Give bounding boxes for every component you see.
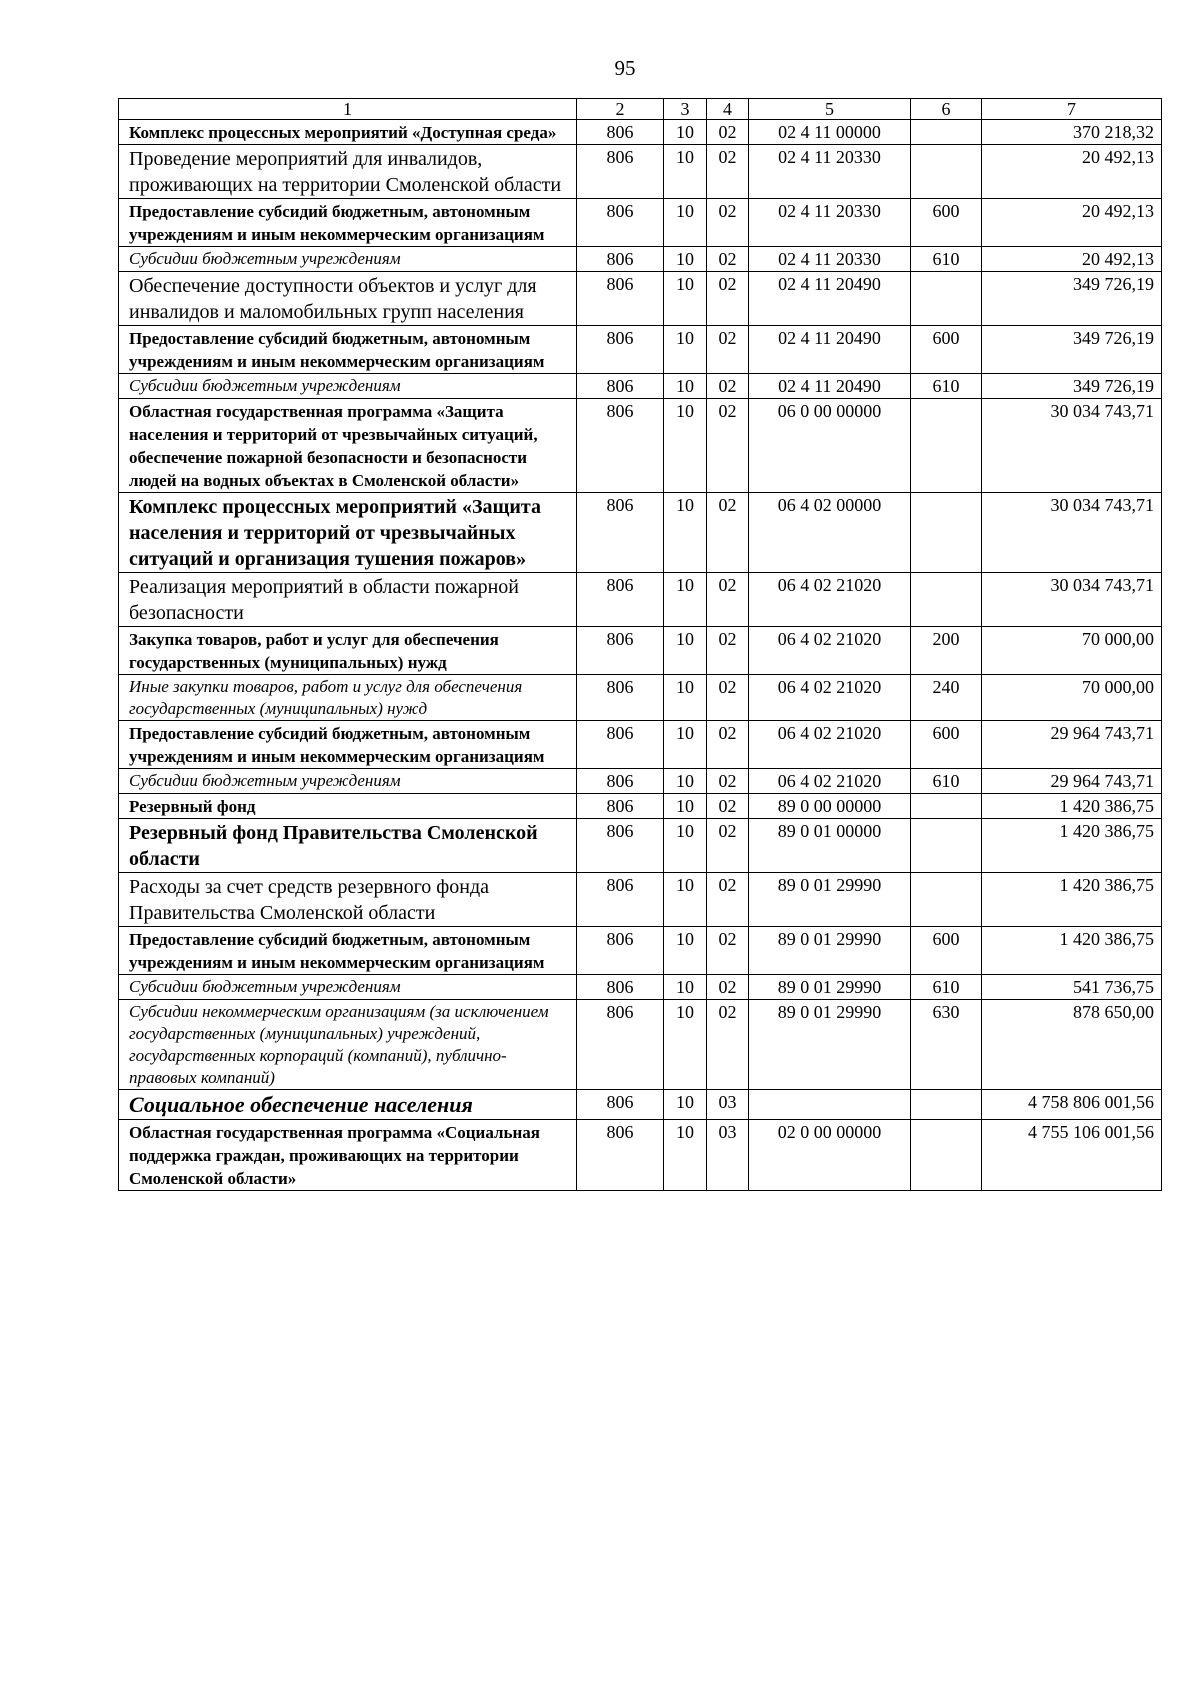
target-article-code: 02 4 11 20330: [749, 199, 911, 247]
target-article-code: 06 4 02 21020: [749, 721, 911, 769]
target-article-code: 89 0 01 00000: [749, 819, 911, 873]
ministry-code: 806: [577, 927, 664, 975]
amount: 70 000,00: [982, 627, 1162, 675]
expense-type-code: [911, 573, 982, 627]
section-code: 10: [664, 145, 707, 199]
expense-type-code: 600: [911, 927, 982, 975]
amount: 20 492,13: [982, 247, 1162, 272]
header-cell: 2: [577, 99, 664, 120]
ministry-code: 806: [577, 1090, 664, 1120]
section-code: 10: [664, 675, 707, 721]
amount: 70 000,00: [982, 675, 1162, 721]
item-name: Реализация мероприятий в области пожарной безопасности: [119, 573, 577, 627]
section-code: 10: [664, 493, 707, 573]
subsection-code: 02: [707, 769, 749, 794]
expense-type-code: [911, 794, 982, 819]
table-row: [119, 927, 1162, 975]
section-code: 10: [664, 975, 707, 1000]
expense-type-code: 240: [911, 675, 982, 721]
section-code: 10: [664, 247, 707, 272]
amount: 29 964 743,71: [982, 721, 1162, 769]
ministry-code: 806: [577, 272, 664, 326]
ministry-code: 806: [577, 675, 664, 721]
table-body: [119, 99, 1162, 1191]
subsection-code: 02: [707, 399, 749, 493]
target-article-code: [749, 1090, 911, 1120]
section-code: 10: [664, 573, 707, 627]
table-row: [119, 1000, 1162, 1090]
subsection-code: 02: [707, 199, 749, 247]
subsection-code: 02: [707, 145, 749, 199]
ministry-code: 806: [577, 199, 664, 247]
amount: 30 034 743,71: [982, 399, 1162, 493]
target-article-code: 89 0 00 00000: [749, 794, 911, 819]
expense-type-code: [911, 873, 982, 927]
ministry-code: 806: [577, 975, 664, 1000]
amount: 541 736,75: [982, 975, 1162, 1000]
section-code: 10: [664, 326, 707, 374]
section-code: 10: [664, 1000, 707, 1090]
table-row: [119, 120, 1162, 145]
expense-type-code: [911, 272, 982, 326]
expense-type-code: [911, 399, 982, 493]
table-row: [119, 573, 1162, 627]
table-row: [119, 873, 1162, 927]
item-name: Проведение мероприятий для инвалидов, проживающих на территории Смоленской области: [119, 145, 577, 199]
item-name: Субсидии бюджетным учреждениям: [119, 374, 577, 399]
item-name: Обеспечение доступности объектов и услуг для инвалидов и маломобильных групп населения: [119, 272, 577, 326]
subsection-code: 02: [707, 374, 749, 399]
table-row: [119, 145, 1162, 199]
item-name: Областная государственная программа «Защита населения и территорий от чрезвычайных ситуаций, обеспечение пожарной безопасности и безопасности людей на водных объектах в Смоленской области»: [119, 399, 577, 493]
item-name: Субсидии бюджетным учреждениям: [119, 769, 577, 794]
header-cell: 5: [749, 99, 911, 120]
item-name: Комплекс процессных мероприятий «Доступная среда»: [119, 120, 577, 145]
target-article-code: 02 4 11 20490: [749, 326, 911, 374]
ministry-code: 806: [577, 1120, 664, 1191]
target-article-code: 06 4 02 00000: [749, 493, 911, 573]
subsection-code: 02: [707, 819, 749, 873]
ministry-code: 806: [577, 819, 664, 873]
target-article-code: 06 4 02 21020: [749, 769, 911, 794]
ministry-code: 806: [577, 399, 664, 493]
item-name: Субсидии бюджетным учреждениям: [119, 975, 577, 1000]
subsection-code: 02: [707, 794, 749, 819]
ministry-code: 806: [577, 145, 664, 199]
item-name: Предоставление субсидий бюджетным, автономным учреждениям и иным некоммерческим организациям: [119, 927, 577, 975]
expense-type-code: 600: [911, 199, 982, 247]
page-number: 95: [614, 56, 636, 80]
subsection-code: 02: [707, 1000, 749, 1090]
table-row: [119, 493, 1162, 573]
amount: 20 492,13: [982, 145, 1162, 199]
subsection-code: 02: [707, 873, 749, 927]
header-row: [119, 99, 1162, 120]
item-name: Субсидии некоммерческим организациям (за исключением государственных (муниципальных) учреждений, государственных корпораций (компаний), публично-правовых компаний): [119, 1000, 577, 1090]
subsection-code: 02: [707, 272, 749, 326]
amount: 1 420 386,75: [982, 927, 1162, 975]
subsection-code: 02: [707, 721, 749, 769]
target-article-code: 02 4 11 20490: [749, 272, 911, 326]
subsection-code: 02: [707, 247, 749, 272]
table-row: [119, 769, 1162, 794]
section-code: 10: [664, 374, 707, 399]
table-row: [119, 247, 1162, 272]
section-code: 10: [664, 399, 707, 493]
expense-type-code: 600: [911, 721, 982, 769]
subsection-code: 02: [707, 675, 749, 721]
subsection-code: 03: [707, 1090, 749, 1120]
subsection-code: 02: [707, 573, 749, 627]
expense-type-code: 610: [911, 374, 982, 399]
table-row: [119, 627, 1162, 675]
item-name: Закупка товаров, работ и услуг для обеспечения государственных (муниципальных) нужд: [119, 627, 577, 675]
amount: 1 420 386,75: [982, 794, 1162, 819]
target-article-code: 02 4 11 20490: [749, 374, 911, 399]
item-name: Иные закупки товаров, работ и услуг для обеспечения государственных (муниципальных) нужд: [119, 675, 577, 721]
expense-type-code: 630: [911, 1000, 982, 1090]
section-code: 10: [664, 794, 707, 819]
target-article-code: 06 4 02 21020: [749, 573, 911, 627]
ministry-code: 806: [577, 769, 664, 794]
table-row: [119, 399, 1162, 493]
section-code: 10: [664, 1120, 707, 1191]
item-name: Резервный фонд: [119, 794, 577, 819]
ministry-code: 806: [577, 794, 664, 819]
expense-type-code: 200: [911, 627, 982, 675]
header-cell: 6: [911, 99, 982, 120]
target-article-code: 02 0 00 00000: [749, 1120, 911, 1191]
table-row: [119, 374, 1162, 399]
target-article-code: 89 0 01 29990: [749, 1000, 911, 1090]
item-name: Субсидии бюджетным учреждениям: [119, 247, 577, 272]
section-code: 10: [664, 1090, 707, 1120]
amount: 370 218,32: [982, 120, 1162, 145]
item-name: Комплекс процессных мероприятий «Защита населения и территорий от чрезвычайных ситуаций и организация тушения пожаров»: [119, 493, 577, 573]
table-row: [119, 1120, 1162, 1191]
item-name: Предоставление субсидий бюджетным, автономным учреждениям и иным некоммерческим организациям: [119, 199, 577, 247]
amount: 4 755 106 001,56: [982, 1120, 1162, 1191]
target-article-code: 02 4 11 20330: [749, 247, 911, 272]
section-code: 10: [664, 819, 707, 873]
header-cell: 3: [664, 99, 707, 120]
target-article-code: 02 4 11 00000: [749, 120, 911, 145]
expense-type-code: 600: [911, 326, 982, 374]
expense-type-code: 610: [911, 769, 982, 794]
ministry-code: 806: [577, 627, 664, 675]
header-cell: 4: [707, 99, 749, 120]
amount: 4 758 806 001,56: [982, 1090, 1162, 1120]
item-name: Резервный фонд Правительства Смоленской области: [119, 819, 577, 873]
amount: 1 420 386,75: [982, 819, 1162, 873]
subsection-code: 03: [707, 1120, 749, 1191]
target-article-code: 06 0 00 00000: [749, 399, 911, 493]
table-row: [119, 794, 1162, 819]
expense-type-code: [911, 145, 982, 199]
amount: 20 492,13: [982, 199, 1162, 247]
section-code: 10: [664, 199, 707, 247]
ministry-code: 806: [577, 873, 664, 927]
amount: 349 726,19: [982, 326, 1162, 374]
table-row: [119, 1090, 1162, 1120]
ministry-code: 806: [577, 326, 664, 374]
table-row: [119, 721, 1162, 769]
subsection-code: 02: [707, 120, 749, 145]
subsection-code: 02: [707, 975, 749, 1000]
ministry-code: 806: [577, 247, 664, 272]
expense-type-code: 610: [911, 975, 982, 1000]
budget-table: [118, 98, 1162, 1191]
item-name: Расходы за счет средств резервного фонда Правительства Смоленской области: [119, 873, 577, 927]
table-row: [119, 975, 1162, 1000]
amount: 878 650,00: [982, 1000, 1162, 1090]
table-row: [119, 819, 1162, 873]
expense-type-code: [911, 1090, 982, 1120]
section-code: 10: [664, 120, 707, 145]
target-article-code: 89 0 01 29990: [749, 927, 911, 975]
target-article-code: 02 4 11 20330: [749, 145, 911, 199]
ministry-code: 806: [577, 1000, 664, 1090]
expense-type-code: [911, 819, 982, 873]
subsection-code: 02: [707, 493, 749, 573]
ministry-code: 806: [577, 721, 664, 769]
expense-type-code: [911, 493, 982, 573]
expense-type-code: [911, 120, 982, 145]
amount: 30 034 743,71: [982, 493, 1162, 573]
amount: 30 034 743,71: [982, 573, 1162, 627]
ministry-code: 806: [577, 573, 664, 627]
section-code: 10: [664, 627, 707, 675]
item-name: Предоставление субсидий бюджетным, автономным учреждениям и иным некоммерческим организациям: [119, 721, 577, 769]
table-row: [119, 199, 1162, 247]
item-name: Предоставление субсидий бюджетным, автономным учреждениям и иным некоммерческим организациям: [119, 326, 577, 374]
section-code: 10: [664, 769, 707, 794]
table-row: [119, 326, 1162, 374]
item-name: Социальное обеспечение населения: [119, 1090, 577, 1120]
expense-type-code: [911, 1120, 982, 1191]
section-code: 10: [664, 927, 707, 975]
item-name: Областная государственная программа «Социальная поддержка граждан, проживающих на территории Смоленской области»: [119, 1120, 577, 1191]
subsection-code: 02: [707, 326, 749, 374]
table-row: [119, 675, 1162, 721]
amount: 1 420 386,75: [982, 873, 1162, 927]
ministry-code: 806: [577, 374, 664, 399]
ministry-code: 806: [577, 120, 664, 145]
amount: 29 964 743,71: [982, 769, 1162, 794]
section-code: 10: [664, 873, 707, 927]
subsection-code: 02: [707, 627, 749, 675]
ministry-code: 806: [577, 493, 664, 573]
subsection-code: 02: [707, 927, 749, 975]
amount: 349 726,19: [982, 374, 1162, 399]
target-article-code: 06 4 02 21020: [749, 627, 911, 675]
target-article-code: 06 4 02 21020: [749, 675, 911, 721]
amount: 349 726,19: [982, 272, 1162, 326]
table-row: [119, 272, 1162, 326]
header-cell: 7: [982, 99, 1162, 120]
section-code: 10: [664, 272, 707, 326]
header-cell: 1: [119, 99, 577, 120]
target-article-code: 89 0 01 29990: [749, 975, 911, 1000]
target-article-code: 89 0 01 29990: [749, 873, 911, 927]
expense-type-code: 610: [911, 247, 982, 272]
section-code: 10: [664, 721, 707, 769]
